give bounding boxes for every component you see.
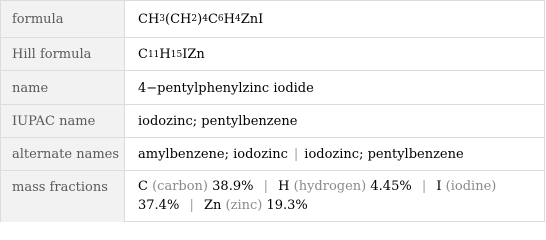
row-name	[1, 70, 544, 105]
element-name: (zinc)	[225, 198, 263, 213]
element-percent: 37.4%	[138, 198, 180, 213]
mass-fractions-line-1	[138, 179, 496, 194]
alternate-name: iodozinc; pentylbenzene	[304, 147, 464, 162]
element-percent: 38.9%	[212, 179, 254, 194]
element-name: (carbon)	[152, 179, 209, 194]
hill-formula-value: C 11 H 15 IZn	[138, 47, 205, 62]
row-iupac-name	[1, 104, 544, 138]
element-symbol: C	[138, 179, 148, 194]
element-percent: 19.3%	[266, 198, 308, 213]
row-formula	[1, 1, 544, 37]
element-name: (iodine)	[445, 179, 497, 194]
element-percent: 4.45%	[370, 179, 412, 194]
alternate-name: amylbenzene; iodozinc	[138, 147, 288, 162]
separator: |	[263, 179, 268, 194]
iupac-name-label: IUPAC name	[1, 105, 125, 138]
row-hill-formula	[1, 37, 544, 71]
element-symbol: Zn	[203, 198, 222, 213]
element-symbol: H	[278, 179, 290, 194]
mass-fractions-value	[126, 171, 544, 222]
alternate-names-label: alternate names	[1, 138, 125, 171]
formula-value: CH 3 (CH 2 ) 4 C 6 H 4 ZnI	[138, 11, 264, 27]
mass-fractions-line-2	[138, 198, 308, 213]
formula-label: formula	[1, 1, 125, 37]
separator: |	[189, 198, 194, 213]
name-value: 4−pentylphenylzinc iodide	[138, 80, 314, 96]
separator: |	[293, 147, 299, 162]
element-symbol: I	[436, 179, 442, 194]
alternate-names-value	[126, 138, 544, 171]
name-label: name	[1, 71, 125, 105]
iupac-name-value: iodozinc; pentylbenzene	[138, 114, 298, 129]
separator: |	[421, 179, 427, 194]
row-mass-fractions	[1, 170, 544, 222]
hill-formula-label: Hill formula	[1, 38, 125, 71]
element-name: (hydrogen)	[293, 179, 367, 194]
mass-fractions-label: mass fractions	[1, 171, 125, 222]
row-alternate-names	[1, 137, 544, 171]
